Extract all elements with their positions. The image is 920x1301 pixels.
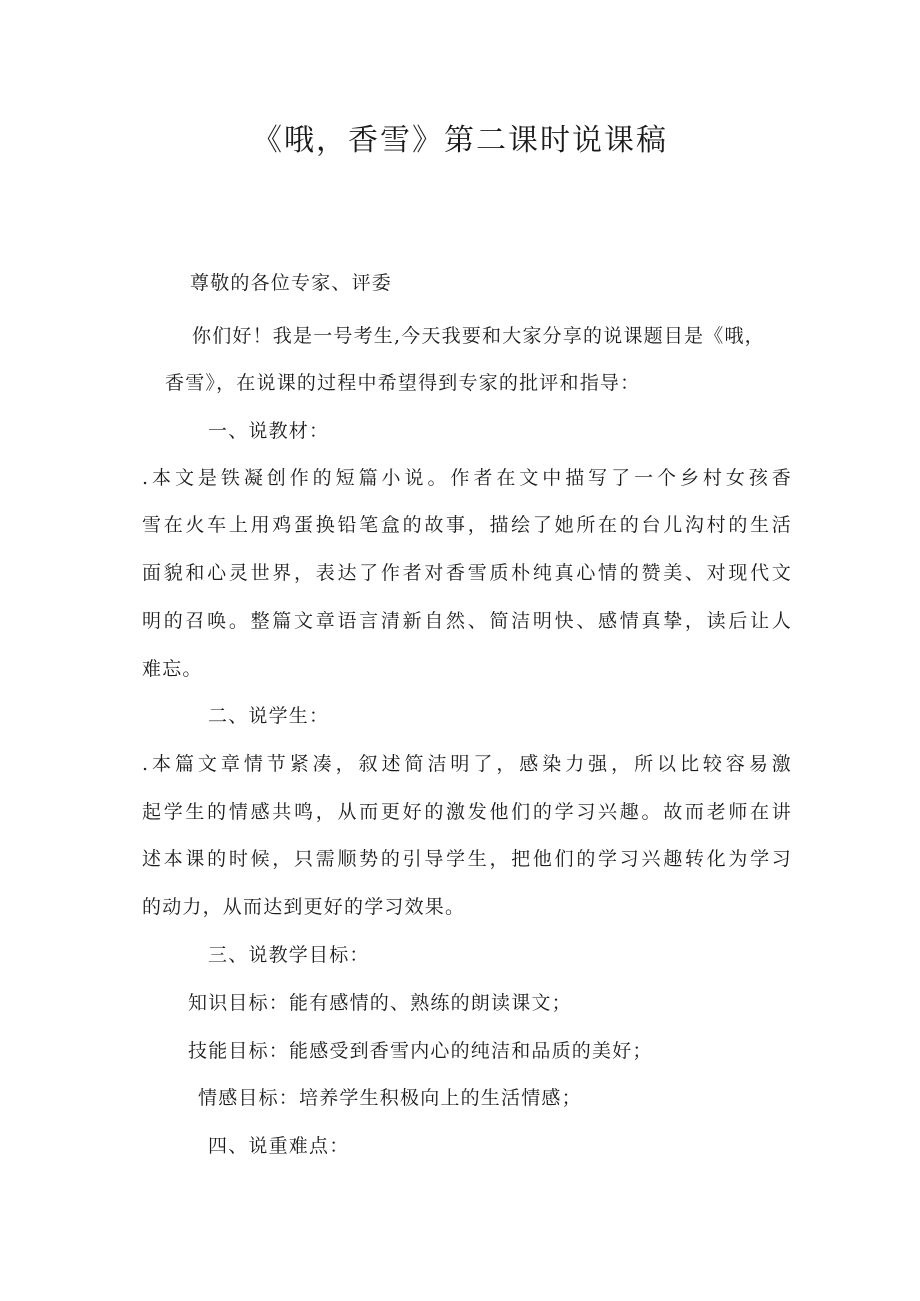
- paragraph-line: 起学生的情感共鸣，从而更好的激发他们的学习兴趣。故而老师在讲: [142, 801, 792, 823]
- section-heading-key-points: 四、说重难点：: [208, 1135, 350, 1157]
- paragraph-line: .本文是铁凝创作的短篇小说。作者在文中描写了一个乡村女孩香: [142, 467, 792, 489]
- paragraph-line: 面貌和心灵世界，表达了作者对香雪质朴纯真心情的赞美、对现代文: [142, 562, 792, 584]
- paragraph-line: 的动力，从而达到更好的学习效果。: [142, 896, 466, 918]
- intro-line-2: 香雪》，在说课的过程中希望得到专家的批评和指导：: [165, 372, 641, 394]
- intro-line-1: 你们好！我是一号考生,今天我要和大家分享的说课题目是《哦，: [192, 325, 765, 347]
- skill-goal: 技能目标：能感受到香雪内心的纯洁和品质的美好；: [188, 1040, 653, 1062]
- paragraph-line: .本篇文章情节紧凑，叙述简洁明了，感染力强，所以比较容易激: [142, 753, 792, 775]
- paragraph-line: 雪在火车上用鸡蛋换铅笔盒的故事，描绘了她所在的台儿沟村的生活: [142, 514, 792, 536]
- paragraph-line: 述本课的时候，只需顺势的引导学生，把他们的学习兴趣转化为学习: [142, 848, 792, 870]
- paragraph-line: 明的召唤。整篇文章语言清新自然、简洁明快、感情真挚，读后让人: [142, 610, 792, 632]
- paragraph-line: 难忘。: [142, 658, 203, 680]
- section-heading-students: 二、说学生：: [208, 705, 330, 727]
- knowledge-goal: 知识目标：能有感情的、熟练的朗读课文；: [188, 992, 572, 1014]
- section-heading-teaching-goals: 三、说教学目标：: [208, 944, 370, 966]
- emotion-goal: 情感目标：培养学生积极向上的生活情感；: [198, 1087, 582, 1109]
- section-heading-teaching-material: 一、说教材：: [208, 420, 330, 442]
- document-title: 《哦，香雪》第二课时说课稿: [252, 123, 668, 158]
- greeting: 尊敬的各位专家、评委: [190, 272, 393, 294]
